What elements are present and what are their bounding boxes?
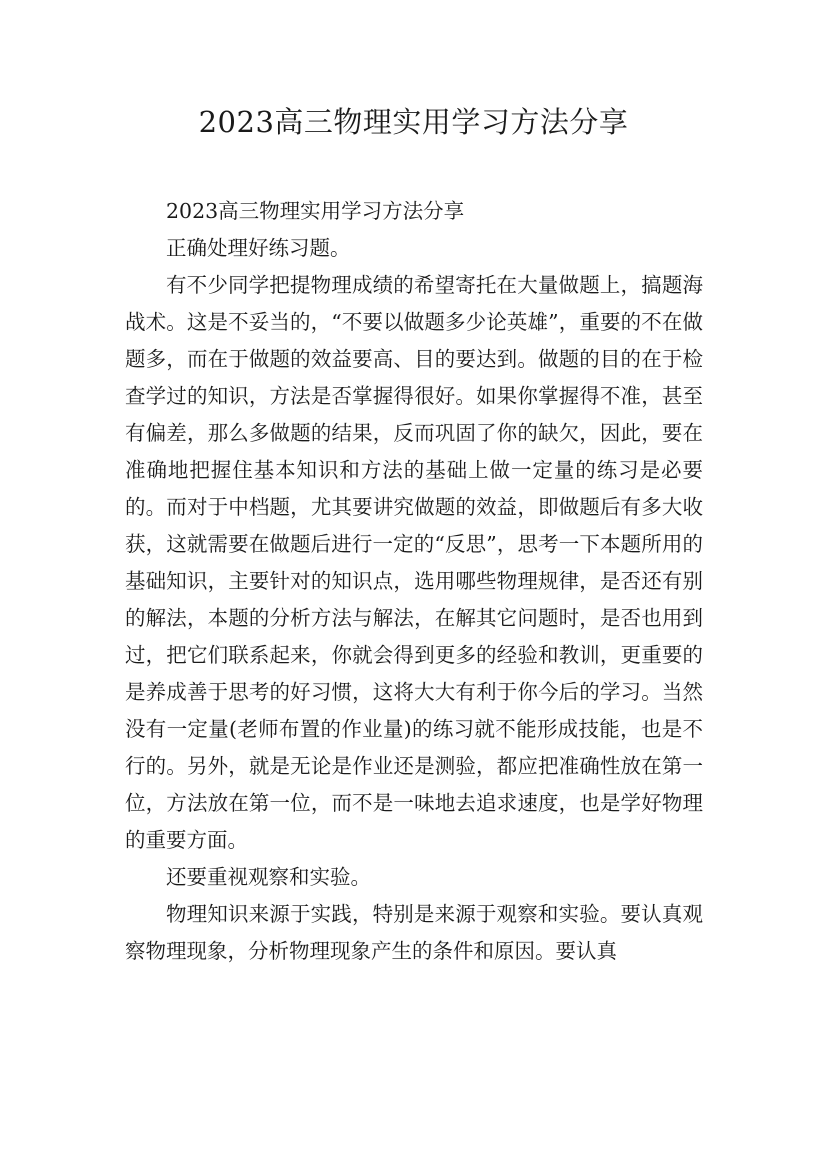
document-title: 2023高三物理实用学习方法分享 — [198, 105, 629, 139]
paragraph-practice-detail: 有不少同学把提物理成绩的希望寄托在大量做题上，搞题海战术。这是不妥当的，“不要以做题多少论英雄”，重要的不在做题多，而在于做题的效益要高、目的要达到。做题的目的在于检查学过的知识，方法是否掌握得很好。如果你掌握得不准，甚至有偏差，那么多做题的结果，反而巩固了你的缺欠，因此，要在准确地把握住基本知识和方法的基础上做一定量的练习是必要的。而对于中档题，尤其要讲究做题的效益，即做题后有多大收获，这就需要在做题后进行一定的“反思”，思考一下本题所用的基础知识，主要针对的知识点，选用哪些物理规律，是否还有别的解法，本题的分析方法与解法，在解其它问题时，是否也用到过，把它们联系起来，你就会得到更多的经验和教训，更重要的是养成善于思考的好习惯，这将大大有利于你今后的学习。当然没有一定量(老师布置的作业量)的练习就不能形成技能，也是不行的。另外，就是无论是作业还是测验，都应把准确性放在第一位，方法放在第一位，而不是一味地去追求速度，也是学好物理的重要方面。 — [125, 273, 703, 852]
paragraph-observation-detail: 物理知识来源于实践，特别是来源于观察和实验。要认真观察物理现象，分析物理现象产生的条件和原因。要认真 — [125, 902, 703, 963]
paragraph-heading-practice: 正确处理好练习题。 — [166, 236, 351, 260]
document-body — [125, 193, 703, 970]
paragraph-heading-observation: 还要重视观察和实验。 — [166, 865, 371, 889]
paragraph-subtitle: 2023高三物理实用学习方法分享 — [166, 199, 465, 223]
